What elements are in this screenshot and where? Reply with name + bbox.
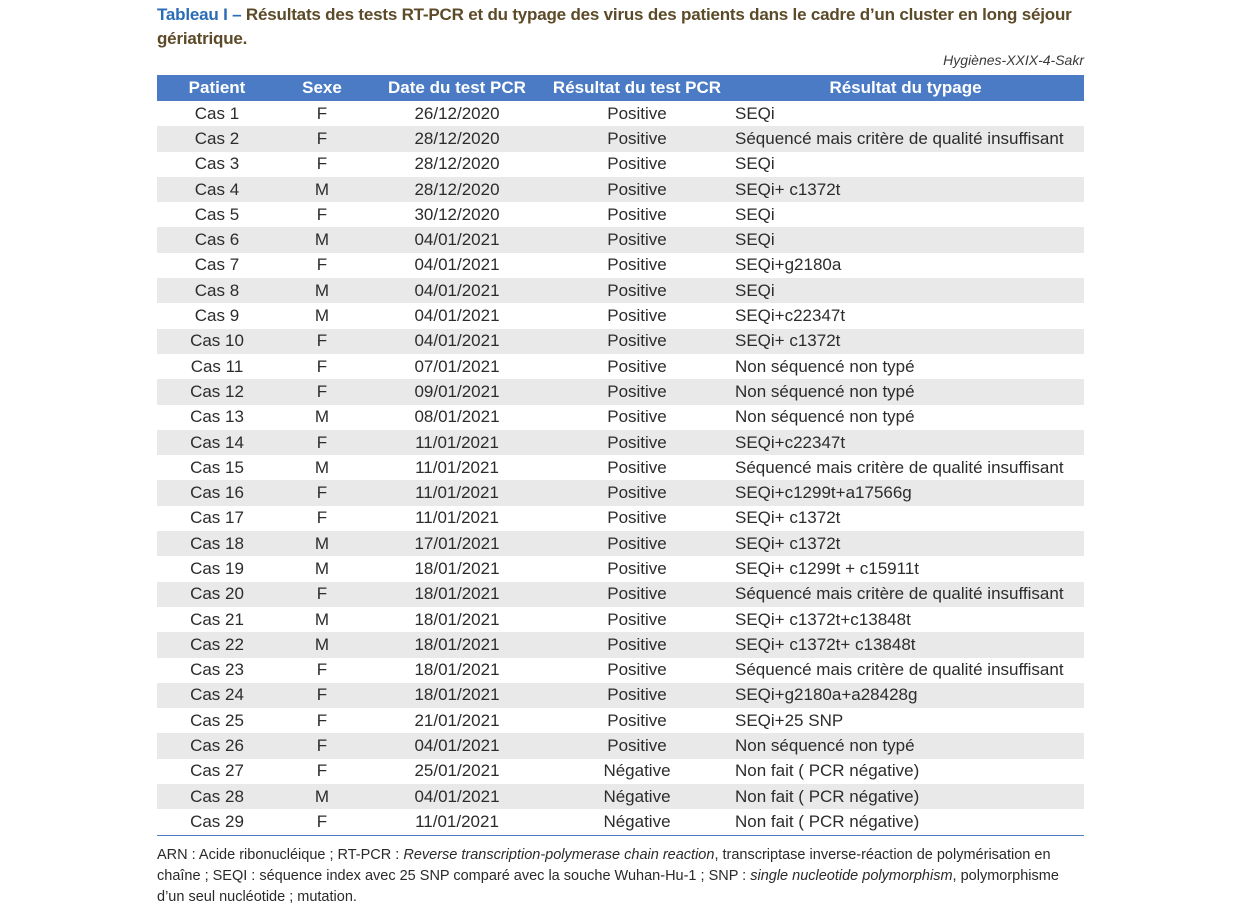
cell-patient: Cas 7 [194, 255, 240, 275]
table-row [157, 152, 1084, 177]
cell-typing: SEQi [735, 204, 775, 224]
cell-patient: Cas 14 [157, 430, 277, 455]
table-row [157, 658, 1084, 683]
header-date: Date du test PCR [367, 75, 547, 101]
cell-patient: Cas 19 [190, 558, 244, 578]
cell-typing: Séquencé mais critère de qualité insuffisant [727, 126, 1084, 151]
cell-typing: SEQi+ c1372t [727, 177, 1084, 202]
cell-patient: Cas 5 [194, 204, 240, 224]
table-row [157, 278, 1084, 303]
cell-patient: Cas 3 [194, 154, 240, 174]
cell-sexe: F [277, 126, 367, 151]
cell-date: 25/01/2021 [414, 761, 500, 781]
cell-result: Négative [547, 784, 727, 809]
cell-patient: Cas 4 [157, 177, 277, 202]
table-row [157, 480, 1084, 505]
table-row [157, 405, 1084, 430]
table-row [157, 329, 1084, 354]
footnote-part-1: ARN : Acide ribonucléique ; RT-PCR : [157, 847, 404, 863]
cell-result: Positive [607, 103, 667, 123]
cell-sexe: M [277, 278, 367, 303]
cell-date: 09/01/2021 [367, 379, 547, 404]
footnote-part-5: , polymorphisme d’un seul nucléotide ; mutation. [157, 868, 1059, 905]
cell-date: 30/12/2020 [414, 204, 500, 224]
table-row [157, 809, 1084, 835]
source-reference: Hygiènes-XXIX-4-Sakr [943, 52, 1084, 68]
cell-patient: Cas 25 [190, 710, 244, 730]
cell-sexe: F [277, 582, 367, 607]
cell-typing: SEQi+ c1372t [727, 329, 1084, 354]
cell-typing: Séquencé mais critère de qualité insuffisant [727, 582, 1084, 607]
cell-date: 18/01/2021 [367, 683, 547, 708]
cell-sexe: M [277, 177, 367, 202]
cell-patient: Cas 9 [194, 306, 240, 326]
cell-result: Positive [607, 609, 667, 629]
cell-sexe: M [314, 457, 330, 477]
cell-date: 07/01/2021 [414, 356, 500, 376]
cell-result: Positive [547, 379, 727, 404]
cell-sexe: F [277, 379, 367, 404]
header-sexe: Sexe [277, 75, 367, 101]
header-typing: Résultat du typage [727, 75, 1084, 101]
cell-result: Positive [547, 329, 727, 354]
cell-typing: SEQi+ c1299t + c15911t [735, 558, 919, 578]
cell-result: Positive [547, 126, 727, 151]
cell-date: 04/01/2021 [367, 733, 547, 758]
cell-typing: Séquencé mais critère de qualité insuffisant [735, 660, 1064, 680]
table-row [157, 506, 1084, 531]
cell-typing: SEQi+c22347t [735, 306, 846, 326]
cell-result: Positive [547, 531, 727, 556]
cell-typing: SEQi+c22347t [727, 430, 1084, 455]
cell-result: Positive [607, 154, 667, 174]
table-row [157, 253, 1084, 278]
caption-text: Résultats des tests RT-PCR et du typage des virus des patients dans le cadre d’un cluster en long séjour gériatrique. [157, 5, 1072, 48]
table-row [157, 733, 1084, 758]
cell-date: 28/12/2020 [367, 126, 547, 151]
results-table [157, 75, 1084, 836]
cell-typing: Non séquencé non typé [727, 379, 1084, 404]
cell-typing: SEQi+ c1372t [735, 508, 841, 528]
cell-patient: Cas 6 [157, 227, 277, 252]
table-row [157, 531, 1084, 556]
table-row [157, 177, 1084, 202]
cell-typing: SEQi+g2180a+a28428g [727, 683, 1084, 708]
cell-sexe: F [316, 710, 328, 730]
cell-sexe: M [277, 531, 367, 556]
cell-patient: Cas 11 [190, 356, 244, 376]
table-row [157, 632, 1084, 657]
cell-date: 04/01/2021 [367, 784, 547, 809]
cell-result: Positive [547, 632, 727, 657]
cell-result: Positive [607, 306, 667, 326]
cell-date: 04/01/2021 [367, 227, 547, 252]
cell-sexe: M [314, 407, 330, 427]
cell-result: Positive [547, 227, 727, 252]
table-row [157, 379, 1084, 404]
table-row [157, 303, 1084, 328]
cell-date: 18/01/2021 [367, 582, 547, 607]
cell-typing: Non fait ( PCR négative) [727, 809, 1084, 835]
cell-result: Positive [547, 177, 727, 202]
table-row [157, 430, 1084, 455]
cell-patient: Cas 28 [157, 784, 277, 809]
cell-result: Positive [547, 582, 727, 607]
cell-date: 18/01/2021 [414, 558, 500, 578]
cell-sexe: F [316, 103, 328, 123]
cell-result: Positive [607, 356, 667, 376]
table-row [157, 202, 1084, 227]
cell-sexe: F [316, 356, 328, 376]
cell-sexe: M [277, 632, 367, 657]
cell-date: 11/01/2021 [367, 809, 547, 835]
table-row [157, 126, 1084, 151]
cell-patient: Cas 27 [190, 761, 244, 781]
table-row [157, 455, 1084, 480]
cell-patient: Cas 24 [157, 683, 277, 708]
cell-result: Positive [547, 430, 727, 455]
cell-patient: Cas 26 [157, 733, 277, 758]
cell-sexe: F [277, 809, 367, 835]
cell-date: 18/01/2021 [414, 609, 500, 629]
cell-date: 18/01/2021 [414, 660, 500, 680]
cell-result: Négative [547, 809, 727, 835]
cell-patient: Cas 17 [190, 508, 244, 528]
table-row [157, 607, 1084, 632]
cell-result: Positive [607, 558, 667, 578]
cell-patient: Cas 1 [194, 103, 240, 123]
cell-sexe: M [314, 609, 330, 629]
footnote-part-4: single nucleotide polymorphism [750, 868, 953, 884]
cell-typing: SEQi [727, 278, 1084, 303]
cell-typing: Séquencé mais critère de qualité insuffisant [735, 457, 1064, 477]
footnote-part-2: Reverse transcription-polymerase chain reaction [403, 847, 715, 863]
cell-date: 26/12/2020 [414, 103, 500, 123]
cell-patient: Cas 8 [157, 278, 277, 303]
cell-result: Positive [607, 457, 667, 477]
header-patient: Patient [157, 75, 277, 101]
cell-sexe: M [314, 306, 330, 326]
cell-result: Positive [547, 278, 727, 303]
cell-date: 11/01/2021 [415, 457, 499, 477]
cell-sexe: F [316, 761, 328, 781]
table-row [157, 227, 1084, 252]
cell-date: 04/01/2021 [367, 329, 547, 354]
cell-sexe: F [316, 204, 328, 224]
cell-date: 28/12/2020 [367, 177, 547, 202]
cell-date: 18/01/2021 [367, 632, 547, 657]
cell-typing: SEQi+g2180a [735, 255, 842, 275]
cell-sexe: F [316, 255, 328, 275]
cell-result: Positive [607, 508, 667, 528]
table-row [157, 683, 1084, 708]
cell-typing: Non séquencé non typé [735, 356, 915, 376]
cell-patient: Cas 12 [157, 379, 277, 404]
cell-typing: SEQi+ c1372t+ c13848t [727, 632, 1084, 657]
cell-patient: Cas 29 [157, 809, 277, 835]
cell-typing: SEQi+25 SNP [735, 710, 844, 730]
cell-result: Positive [607, 407, 667, 427]
cell-patient: Cas 20 [157, 582, 277, 607]
table-body [157, 101, 1084, 835]
table-row [157, 759, 1084, 784]
cell-date: 11/01/2021 [367, 430, 547, 455]
cell-patient: Cas 10 [157, 329, 277, 354]
cell-result: Positive [607, 660, 667, 680]
table-footnote [157, 845, 1087, 908]
table-header-row [157, 75, 1084, 101]
cell-sexe: M [277, 227, 367, 252]
table-row [157, 784, 1084, 809]
cell-sexe: F [277, 683, 367, 708]
cell-date: 17/01/2021 [367, 531, 547, 556]
table-row [157, 556, 1084, 581]
cell-sexe: F [277, 480, 367, 505]
cell-date: 04/01/2021 [367, 278, 547, 303]
cell-sexe: F [316, 660, 328, 680]
cell-result: Positive [547, 683, 727, 708]
cell-typing: SEQi+c1299t+a17566g [727, 480, 1084, 505]
table-row [157, 708, 1084, 733]
cell-patient: Cas 2 [157, 126, 277, 151]
cell-patient: Cas 16 [157, 480, 277, 505]
cell-result: Positive [547, 480, 727, 505]
cell-patient: Cas 15 [190, 457, 244, 477]
table-row [157, 582, 1084, 607]
table-caption [157, 3, 1087, 51]
cell-patient: Cas 21 [190, 609, 244, 629]
cell-result: Positive [607, 255, 667, 275]
cell-date: 28/12/2020 [414, 154, 500, 174]
cell-date: 21/01/2021 [414, 710, 500, 730]
cell-date: 04/01/2021 [414, 306, 500, 326]
cell-typing: SEQi+ c1372t [727, 531, 1084, 556]
cell-date: 08/01/2021 [414, 407, 500, 427]
cell-typing: SEQi [735, 154, 775, 174]
table-row [157, 101, 1084, 126]
footnote-part-3: , transcriptase inverse-réaction de polymérisation en chaîne ; SEQI : séquence index avec 25 SNP comparé avec la souche Wuhan-Hu-1 ; SNP : [157, 847, 1051, 884]
cell-sexe: F [277, 329, 367, 354]
cell-typing: SEQi+ c1372t+c13848t [735, 609, 911, 629]
cell-patient: Cas 23 [190, 660, 244, 680]
cell-sexe: F [316, 508, 328, 528]
cell-date: 11/01/2021 [367, 480, 547, 505]
cell-typing: Non fait ( PCR négative) [727, 784, 1084, 809]
cell-patient: Cas 18 [157, 531, 277, 556]
cell-sexe: M [277, 784, 367, 809]
caption-label: Tableau I – [157, 5, 242, 24]
cell-typing: SEQi [735, 103, 775, 123]
cell-typing: Non séquencé non typé [735, 407, 915, 427]
cell-sexe: F [277, 733, 367, 758]
cell-result: Positive [547, 733, 727, 758]
cell-date: 11/01/2021 [415, 508, 499, 528]
cell-date: 04/01/2021 [414, 255, 500, 275]
cell-typing: Non séquencé non typé [727, 733, 1084, 758]
cell-result: Négative [603, 761, 671, 781]
cell-result: Positive [607, 204, 667, 224]
cell-typing: Non fait ( PCR négative) [735, 761, 920, 781]
cell-patient: Cas 13 [190, 407, 244, 427]
cell-sexe: M [314, 558, 330, 578]
cell-sexe: F [277, 430, 367, 455]
cell-sexe: F [316, 154, 328, 174]
header-result: Résultat du test PCR [547, 75, 727, 101]
table-row [157, 354, 1084, 379]
cell-typing: SEQi [727, 227, 1084, 252]
cell-result: Positive [607, 710, 667, 730]
cell-patient: Cas 22 [157, 632, 277, 657]
